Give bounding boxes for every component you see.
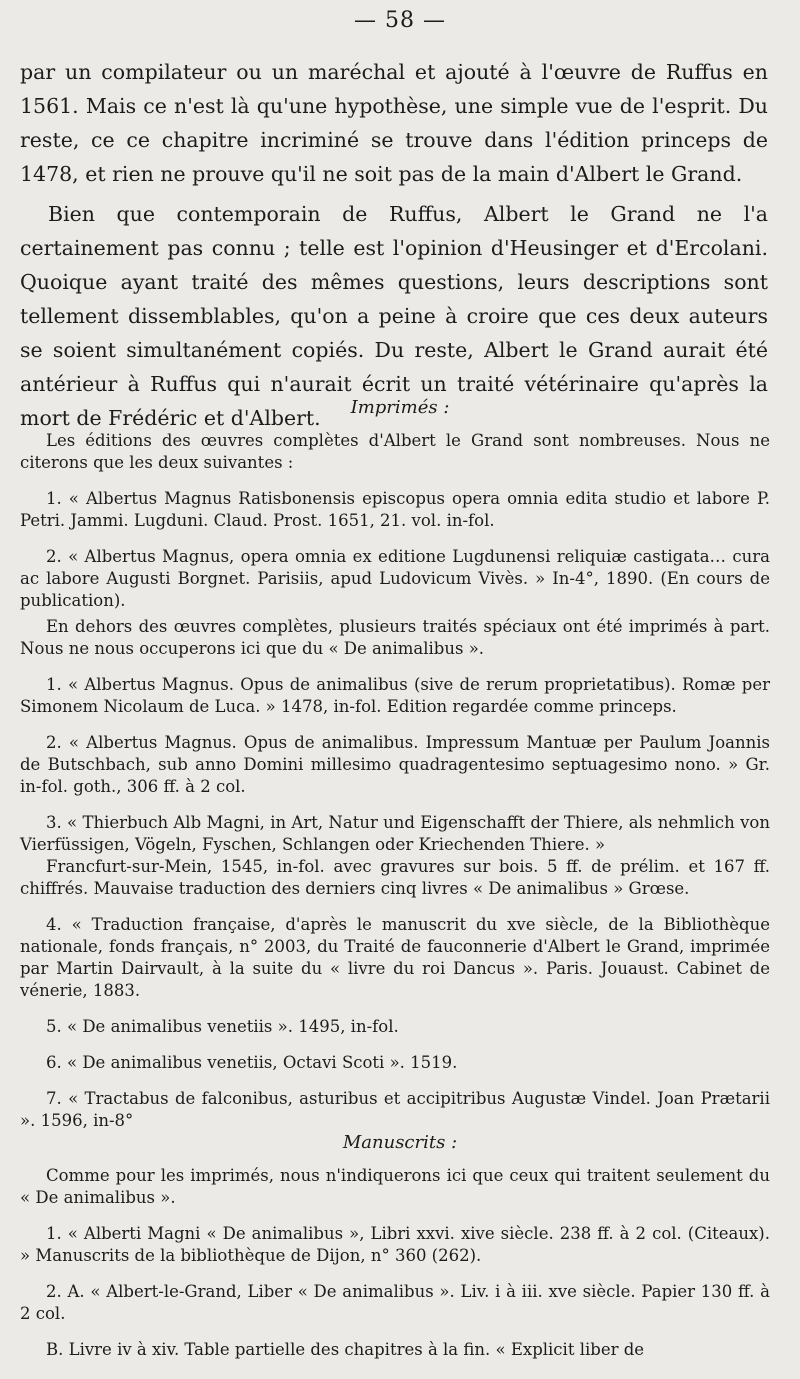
manuscrit-2b: B. Livre iv à xiv. Table partielle des chapitres à la fin. « Explicit liber de — [46, 1340, 645, 1359]
oeuvres-completes-2: 2. « Albertus Magnus, opera omnia ex editione Lugdunensi reliquiæ castigata… cura ac labore Augusti Borgnet. Parisiis, apud Ludovicum Vivès. » In-4°, 1890. (En cours de publication). — [20, 547, 770, 610]
manuscrit-2a: 2. A. « Albert-le-Grand, Liber « De animalibus ». Liv. i à iii. xve siècle. Papier 130 ff. à 2 col. — [20, 1282, 770, 1323]
imprimes-list — [20, 430, 770, 1132]
imprimes-heading: Imprimés : — [350, 397, 450, 418]
traite-6: 6. « De animalibus venetiis, Octavi Scoti ». 1519. — [46, 1053, 458, 1072]
manuscrits-heading: Manuscrits : — [342, 1132, 458, 1153]
traite-3-details: Francfurt-sur-Mein, 1545, in-fol. avec gravures sur bois. 5 ff. de prélim. et 167 ff. chiffrés. Mauvaise traduction des derniers cinq livres « De animalibus » Grœse. — [20, 857, 770, 898]
intro-paragraph-2: Bien que contemporain de Ruffus, Albert le Grand ne l'a certainement pas connu ; telle est l'opinion d'Heusinger et d'Ercolani. Quoique ayant traité des mêmes questions, leurs descriptions sont tellement dissemblables, qu'on a peine à croire que ces deux auteurs se soient simultanément copiés. Du reste, Albert le Grand aurait été antérieur à Ruffus qui n'aurait écrit un traité vétérinaire qu'après la mort de Frédéric et d'Albert. — [20, 202, 768, 430]
manuscrits-list — [20, 1165, 770, 1361]
page-number: — 58 — — [354, 8, 446, 33]
traite-1: 1. « Albertus Magnus. Opus de animalibus (sive de rerum proprietatibus). Romæ per Simonem Nicolaum de Luca. » 1478, in-fol. Edition regardée comme princeps. — [20, 675, 770, 716]
traite-7: 7. « Tractabus de falconibus, asturibus et accipitribus Augustæ Vindel. Joan Prætarii ». 1596, in-8° — [20, 1089, 770, 1130]
intro-paragraph-1: par un compilateur ou un maréchal et ajouté à l'œuvre de Ruffus en 1561. Mais ce n'est là qu'une hypothèse, une simple vue de l'esprit. Du reste, ce ce chapitre incriminé se trouve dans l'édition princeps de 1478, et rien ne prouve qu'il ne soit pas de la main d'Albert le Grand. — [20, 60, 768, 186]
traite-3-title: 3. « Thierbuch Alb Magni, in Art, Natur und Eigenschafft der Thiere, als nehmlich von Vierfüssigen, Vögeln, Fyschen, Schlangen oder Kriechenden Thiere. » — [20, 813, 770, 854]
manuscrit-1: 1. « Alberti Magni « De animalibus », Libri xxvi. xive siècle. 238 ff. à 2 col. (Citeaux). » Manuscrits de la bibliothèque de Dijon, n° 360 (262). — [20, 1224, 770, 1265]
imprimes-between: En dehors des œuvres complètes, plusieurs traités spéciaux ont été imprimés à part. Nous ne nous occuperons ici que du « De animalibus ». — [20, 617, 770, 658]
traite-5: 5. « De animalibus venetiis ». 1495, in-fol. — [46, 1017, 399, 1036]
manuscrits-intro: Comme pour les imprimés, nous n'indiquerons ici que ceux qui traitent seulement du « De animalibus ». — [20, 1166, 770, 1207]
intro-text — [20, 55, 768, 435]
traite-4: 4. « Traduction française, d'après le manuscrit du xve siècle, de la Bibliothèque nationale, fonds français, n° 2003, du Traité de fauconnerie d'Albert le Grand, imprimée par Martin Dairvault, à la suite du « livre du roi Dancus ». Paris. Jouaust. Cabinet de vénerie, 1883. — [20, 915, 770, 1000]
oeuvres-completes-1: 1. « Albertus Magnus Ratisbonensis episcopus opera omnia edita studio et labore P. Petri. Jammi. Lugduni. Claud. Prost. 1651, 21. vol. in-fol. — [20, 489, 770, 530]
traite-2: 2. « Albertus Magnus. Opus de animalibus. Impressum Mantuæ per Paulum Joannis de Butschbach, sub anno Domini millesimo quadragentesimo septuagesimo nono. » Gr. in-fol. goth., 306 ff. à 2 col. — [20, 733, 770, 796]
imprimes-intro: Les éditions des œuvres complètes d'Albert le Grand sont nombreuses. Nous ne citerons que les deux suivantes : — [20, 431, 770, 472]
